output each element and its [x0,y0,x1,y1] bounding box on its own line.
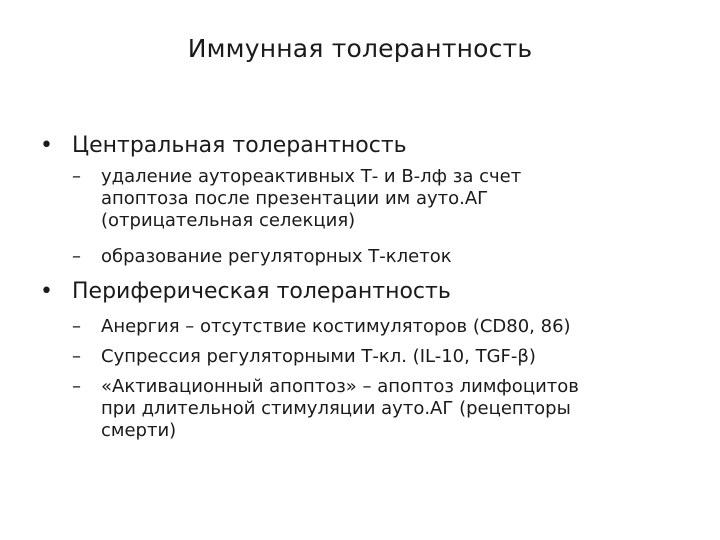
sub-dash: – [72,166,81,187]
sub-item-text [101,346,536,368]
sub-item-text [101,166,521,232]
bullet-heading: Периферическая толерантность [72,279,451,304]
sub-item-text [101,246,452,268]
text-line: Супрессия регуляторными Т-кл. (IL-10, TGF-β) [101,346,536,367]
text-line: Анергия – отсутствие костимуляторов (CD80, 86) [101,316,571,337]
text-line: при длительной стимуляции ауто.АГ (рецепторы [101,398,571,419]
sub-dash: – [72,246,81,267]
sub-item-text [101,376,579,442]
sub-dash: – [72,376,81,397]
sub-dash: – [72,316,81,337]
text-line: (отрицательная селекция) [101,210,356,231]
sub-dash: – [72,346,81,367]
sub-item-text [101,316,571,338]
text-line: смерти) [101,420,177,441]
text-line: «Активационный апоптоз» – апоптоз лимфоцитов [101,376,579,397]
bullet-dot: • [40,279,53,304]
text-line: апоптоза после презентации им ауто.АГ [101,188,489,209]
text-line: образование регуляторных Т-клеток [101,246,452,267]
slide-title: Иммунная толерантность [187,34,533,63]
bullet-dot: • [40,133,53,158]
bullet-heading: Центральная толерантность [72,133,407,158]
text-line: удаление аутореактивных Т- и В-лф за счет [101,166,522,187]
